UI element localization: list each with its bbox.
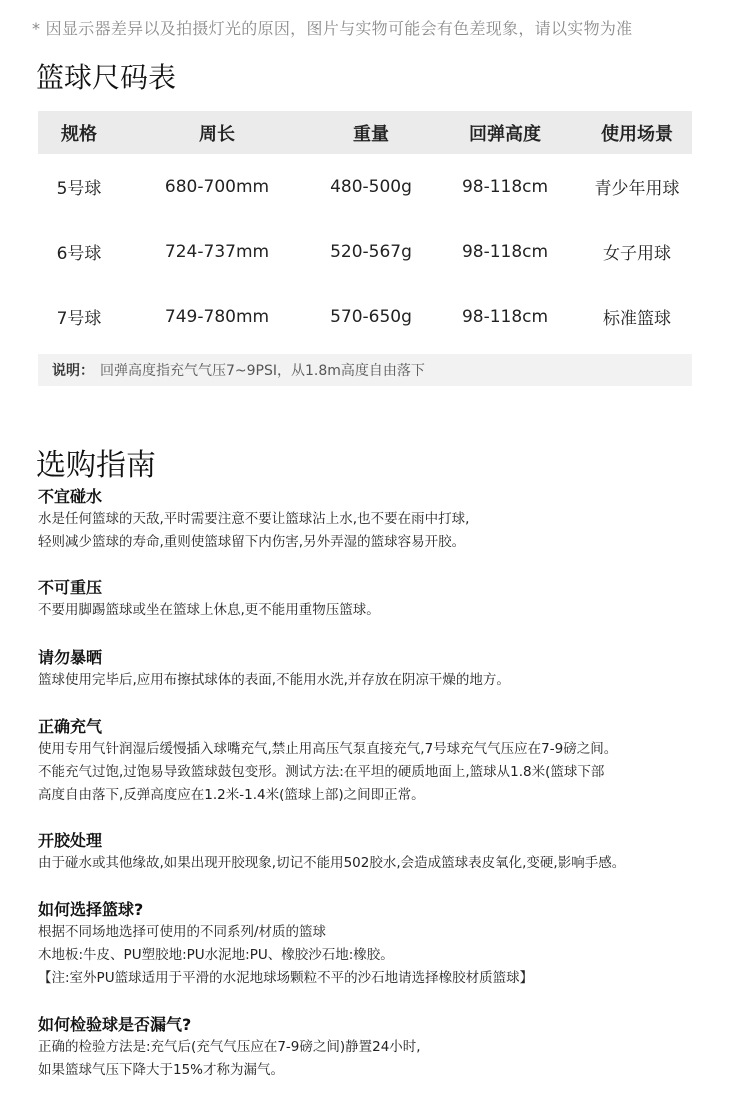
guide-title: 选购指南 — [36, 448, 156, 483]
section-line: 水是任何篮球的天敌,平时需要注意不要让篮球沾上水,也不要在雨中打球, — [38, 511, 470, 527]
cell-usage: 青少年用球 — [594, 179, 680, 199]
section-heading: 不可重压 — [38, 578, 103, 597]
section-heading: 开胶处理 — [38, 831, 103, 850]
cell-usage: 女子用球 — [603, 244, 671, 264]
cell-spec: 7号球 — [56, 309, 102, 329]
section-heading: 如何检验球是否漏气? — [38, 1015, 192, 1034]
section-heading: 不宜碰水 — [38, 487, 103, 506]
section-line: 不能充气过饱,过饱易导致篮球鼓包变形。测试方法:在平坦的硬质地面上,篮球从1.8米(篮球下部 — [38, 764, 605, 780]
section-line: 高度自由落下,反弹高度应在1.2米-1.4米(篮球上部)之间即正常。 — [38, 787, 425, 803]
section-line: 使用专用气针润湿后缓慢插入球嘴充气,禁止用高压气泵直接充气,7号球充气气压应在7-9磅之间。 — [38, 741, 618, 757]
cell-spec: 5号球 — [56, 179, 102, 199]
section-line: 由于碰水或其他缘故,如果出现开胶现象,切记不能用502胶水,会造成篮球表皮氧化,变硬,影响手感。 — [38, 855, 626, 871]
section-line: 篮球使用完毕后,应用布擦拭球体的表面,不能用水洗,并存放在阴凉干燥的地方。 — [38, 672, 510, 688]
section-heading: 请勿暴晒 — [38, 648, 103, 667]
size-table-header — [38, 111, 692, 154]
section-line: 轻则减少篮球的寿命,重则使篮球留下内伤害,另外弄湿的篮球容易开胶。 — [38, 534, 466, 550]
section-line: 根据不同场地选择可使用的不同系列/材质的篮球 — [38, 924, 327, 940]
guide-section-inflation — [38, 716, 728, 807]
note-text: 回弹高度指充气气压7~9PSI，从1.8m高度自由落下 — [100, 363, 425, 379]
table-note — [38, 354, 692, 386]
disclaimer-text: * 因显示器差异以及拍摄灯光的原因，图片与实物可能会有色差现象，请以实物为准 — [32, 19, 633, 38]
cell-spec: 6号球 — [56, 244, 102, 264]
guide-section-glue — [38, 830, 728, 875]
header-spec: 规格 — [61, 123, 97, 145]
cell-rebound: 98-118cm — [461, 176, 549, 197]
cell-usage: 标准篮球 — [603, 309, 671, 329]
header-circumference: 周长 — [199, 123, 235, 145]
guide-section-leak — [38, 1014, 728, 1082]
cell-weight: 480-500g — [330, 176, 412, 197]
header-rebound: 回弹高度 — [469, 123, 541, 145]
cell-weight: 520-567g — [330, 241, 412, 262]
cell-rebound: 98-118cm — [461, 306, 549, 327]
header-weight: 重量 — [353, 123, 389, 145]
table-row — [38, 154, 692, 219]
cell-circumference: 680-700mm — [164, 176, 270, 197]
guide-section-pressure — [38, 577, 728, 622]
cell-circumference: 749-780mm — [164, 306, 270, 327]
cell-weight: 570-650g — [330, 306, 412, 327]
note-label: 说明： — [52, 363, 94, 379]
size-table — [38, 111, 692, 349]
section-line: 木地板:牛皮、PU塑胶地:PU水泥地:PU、橡胶沙石地:橡胶。 — [38, 947, 394, 963]
section-line: 不要用脚踢篮球或坐在篮球上休息,更不能用重物压篮球。 — [38, 602, 380, 618]
table-row — [38, 284, 692, 349]
section-line: 【注:室外PU篮球适用于平滑的水泥地球场颗粒不平的沙石地请选择橡胶材质篮球】 — [38, 970, 534, 986]
guide-section-water — [38, 486, 728, 554]
cell-circumference: 724-737mm — [164, 241, 270, 262]
header-usage: 使用场景 — [601, 123, 673, 145]
section-line: 如果篮球气压下降大于15%才称为漏气。 — [38, 1062, 285, 1078]
table-row — [38, 219, 692, 284]
guide-section-choose — [38, 899, 728, 990]
section-heading: 如何选择篮球? — [38, 900, 144, 919]
cell-rebound: 98-118cm — [461, 241, 549, 262]
size-table-title: 篮球尺码表 — [36, 61, 177, 94]
guide-section-sun — [38, 647, 728, 692]
section-heading: 正确充气 — [38, 717, 103, 736]
section-line: 正确的检验方法是:充气后(充气气压应在7-9磅之间)静置24小时, — [38, 1039, 421, 1055]
